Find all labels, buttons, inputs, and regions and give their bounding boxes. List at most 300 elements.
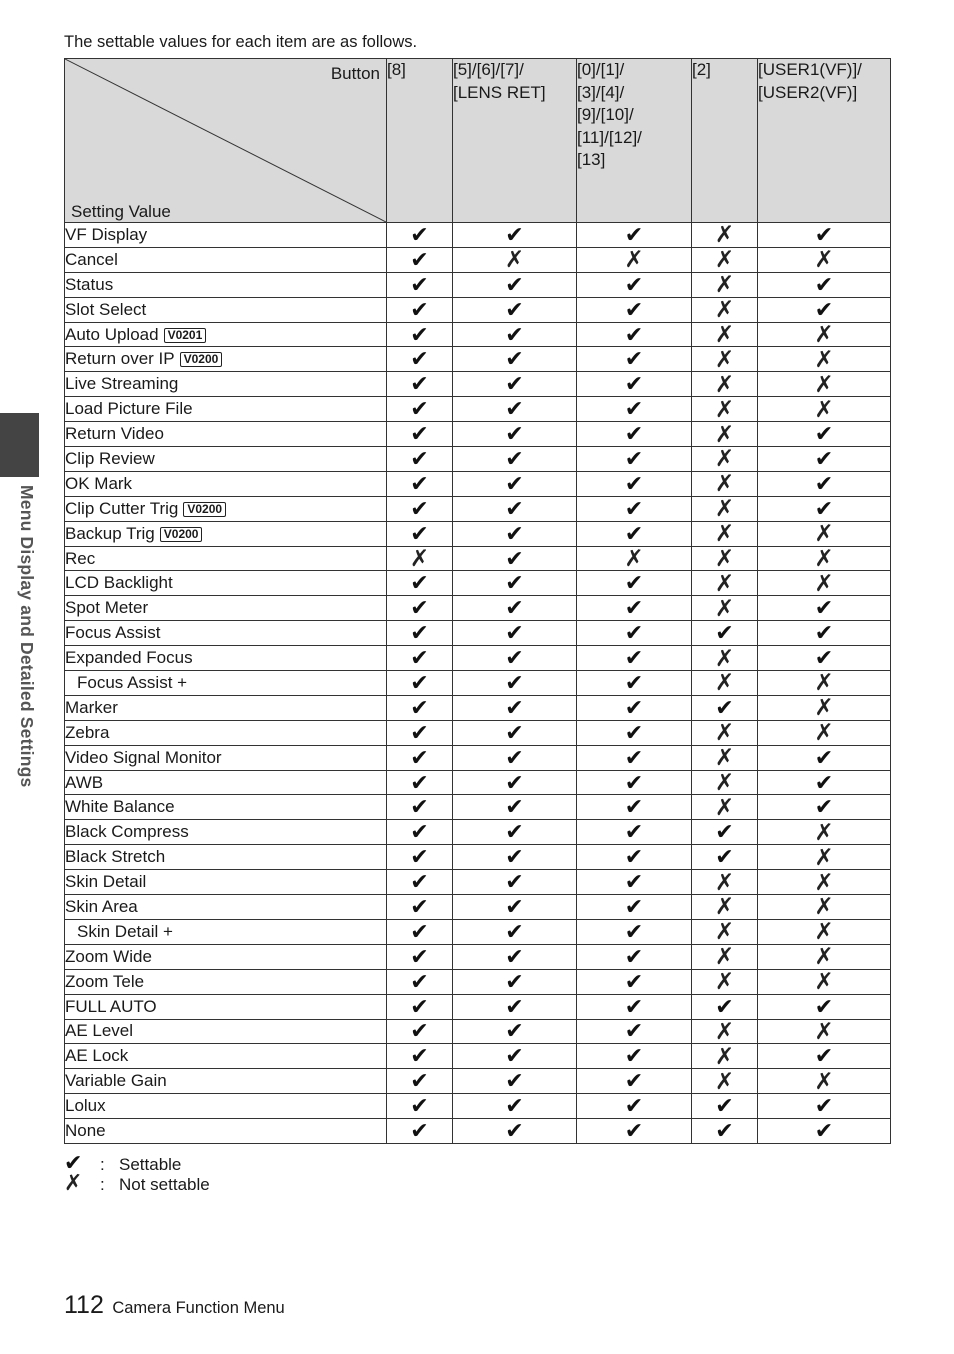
check-icon: ✔ — [624, 1068, 644, 1094]
check-icon: ✔ — [505, 271, 524, 297]
check-icon: ✔ — [410, 993, 429, 1019]
setting-name: Live Streaming — [65, 374, 179, 394]
setting-name-cell — [65, 297, 387, 322]
check-icon: ✔ — [505, 645, 524, 671]
check-icon: ✔ — [505, 321, 524, 347]
setting-value-cell — [692, 770, 758, 795]
check-icon: ✔ — [505, 221, 524, 247]
cross-icon: ✗ — [714, 370, 735, 397]
check-icon: ✔ — [814, 445, 834, 471]
setting-value-cell — [387, 944, 453, 969]
check-icon: ✔ — [624, 993, 644, 1019]
check-icon: ✔ — [715, 1118, 734, 1143]
table-row — [65, 546, 891, 571]
setting-value-cell — [692, 347, 758, 372]
check-icon: ✔ — [624, 520, 644, 546]
legend-settable-label: Settable — [119, 1155, 182, 1174]
check-icon: ✔ — [410, 769, 429, 795]
setting-name-cell — [65, 745, 387, 770]
table-row — [65, 969, 891, 994]
setting-value-cell — [453, 720, 577, 745]
setting-name: AE Level — [65, 1021, 134, 1041]
setting-name: FULL AUTO — [65, 996, 157, 1016]
check-icon: ✔ — [624, 918, 644, 944]
check-icon: ✔ — [624, 421, 644, 447]
table-row — [65, 845, 891, 870]
setting-value-cell — [577, 223, 692, 248]
check-icon: ✔ — [410, 221, 429, 247]
setting-value-cell — [692, 745, 758, 770]
check-icon: ✔ — [505, 769, 524, 795]
setting-value-cell — [453, 297, 577, 322]
page-footer — [64, 1291, 285, 1320]
cross-icon: ✗ — [814, 719, 834, 746]
check-icon: ✔ — [505, 719, 524, 745]
setting-value-cell — [692, 546, 758, 571]
table-row — [65, 1119, 891, 1144]
cross-icon: ✗ — [714, 345, 735, 372]
legend-not-settable: ✗ : Not settable — [64, 1170, 210, 1195]
check-icon: ✔ — [410, 819, 429, 845]
cross-icon: ✗ — [714, 569, 735, 596]
check-icon: ✔ — [505, 1043, 524, 1069]
setting-value-cell — [758, 646, 891, 671]
setting-value-cell — [387, 969, 453, 994]
check-icon: ✔ — [505, 694, 524, 720]
check-icon: ✔ — [715, 844, 734, 870]
check-icon: ✔ — [410, 794, 429, 820]
check-icon: ✔ — [410, 893, 429, 919]
check-icon: ✔ — [410, 694, 429, 720]
setting-value-cell — [692, 845, 758, 870]
setting-value-cell — [758, 720, 891, 745]
setting-value-cell — [758, 870, 891, 895]
check-icon: ✔ — [505, 1018, 524, 1044]
setting-value-cell — [387, 671, 453, 696]
setting-value-cell — [758, 845, 891, 870]
setting-name-cell — [65, 671, 387, 696]
version-badge: V0200 — [183, 502, 226, 517]
check-icon: ✔ — [505, 396, 524, 422]
version-badge: V0201 — [164, 328, 207, 343]
setting-value-cell — [577, 347, 692, 372]
check-icon: ✔ — [505, 669, 524, 695]
setting-value-cell — [692, 720, 758, 745]
setting-value-cell — [453, 646, 577, 671]
setting-value-cell — [387, 795, 453, 820]
setting-name-cell — [65, 546, 387, 571]
setting-value-cell — [692, 820, 758, 845]
check-icon: ✔ — [715, 1093, 734, 1119]
setting-value-cell — [387, 422, 453, 447]
setting-value-cell — [758, 372, 891, 397]
cross-icon: ✗ — [814, 694, 834, 721]
setting-value-cell — [577, 820, 692, 845]
setting-value-cell — [758, 969, 891, 994]
column-header — [758, 59, 891, 223]
check-icon: ✔ — [410, 943, 429, 969]
setting-name: Return Video — [65, 424, 164, 444]
setting-value-cell — [453, 272, 577, 297]
setting-value-cell — [758, 695, 891, 720]
setting-value-cell — [387, 521, 453, 546]
setting-name-cell — [65, 1094, 387, 1119]
corner-label-button: Button — [330, 64, 380, 83]
check-icon: ✔ — [505, 346, 524, 372]
setting-name: Lolux — [65, 1096, 106, 1116]
cross-icon: ✗ — [714, 495, 735, 522]
setting-name-cell — [65, 919, 387, 944]
check-icon: ✔ — [624, 869, 644, 895]
setting-value-cell — [758, 447, 891, 472]
setting-value-cell — [577, 496, 692, 521]
setting-value-cell — [387, 845, 453, 870]
setting-value-cell — [758, 1019, 891, 1044]
setting-value-cell — [577, 571, 692, 596]
setting-value-cell — [387, 223, 453, 248]
version-badge: V0200 — [160, 527, 203, 542]
column-header — [387, 59, 453, 223]
setting-value-cell — [577, 247, 692, 272]
check-icon: ✔ — [410, 321, 429, 347]
check-icon: ✔ — [814, 1118, 834, 1143]
setting-value-cell — [577, 297, 692, 322]
check-icon: ✔ — [410, 445, 429, 471]
setting-name: Zoom Tele — [65, 971, 145, 991]
setting-value-cell — [387, 372, 453, 397]
cross-icon: ✗ — [714, 221, 735, 248]
table-row — [65, 571, 891, 596]
check-icon: ✔ — [624, 844, 644, 870]
cross-icon: ✗ — [714, 395, 735, 422]
check-icon: ✔ — [814, 645, 834, 671]
setting-value-cell — [758, 496, 891, 521]
setting-value-cell — [453, 745, 577, 770]
setting-value-cell — [387, 347, 453, 372]
cross-icon: ✗ — [714, 719, 735, 746]
setting-value-cell — [453, 347, 577, 372]
setting-value-cell — [692, 247, 758, 272]
check-icon: ✔ — [505, 869, 524, 895]
cross-icon: ✗ — [814, 1067, 834, 1094]
column-header-label: [USER1(VF)]/ [USER2(VF)] — [758, 60, 862, 102]
setting-value-cell — [577, 272, 692, 297]
setting-value-cell — [758, 895, 891, 920]
setting-value-cell — [692, 1044, 758, 1069]
setting-value-cell — [692, 496, 758, 521]
table-row — [65, 745, 891, 770]
setting-value-cell — [758, 994, 891, 1019]
corner-header-cell — [65, 59, 387, 223]
check-icon: ✔ — [624, 669, 644, 695]
table-row — [65, 422, 891, 447]
check-icon: ✔ — [814, 1043, 834, 1069]
check-icon: ✔ — [624, 645, 644, 671]
cross-icon: ✗ — [714, 769, 735, 796]
cross-icon: ✗ — [714, 968, 735, 995]
check-icon: ✔ — [814, 495, 834, 521]
setting-value-cell — [577, 521, 692, 546]
setting-value-cell — [453, 247, 577, 272]
check-icon: ✔ — [814, 221, 834, 247]
setting-value-cell — [577, 695, 692, 720]
check-icon: ✔ — [410, 470, 429, 496]
cross-icon: ✗ — [814, 843, 834, 870]
setting-name-cell — [65, 695, 387, 720]
version-badge: V0200 — [180, 352, 223, 367]
check-icon: ✔ — [410, 669, 429, 695]
setting-value-cell — [577, 870, 692, 895]
check-icon: ✔ — [624, 719, 644, 745]
setting-value-cell — [387, 646, 453, 671]
check-icon: ✔ — [624, 495, 644, 521]
setting-value-cell — [387, 994, 453, 1019]
setting-name-cell — [65, 944, 387, 969]
setting-name-cell — [65, 820, 387, 845]
setting-value-cell — [453, 994, 577, 1019]
header-row — [65, 59, 891, 223]
check-icon: ✔ — [505, 1118, 524, 1143]
setting-value-cell — [387, 272, 453, 297]
setting-value-cell — [758, 297, 891, 322]
table-row — [65, 621, 891, 646]
cross-icon: ✗ — [814, 370, 834, 397]
check-icon: ✔ — [410, 1068, 429, 1094]
table-row — [65, 870, 891, 895]
check-icon: ✔ — [410, 520, 429, 546]
check-icon: ✔ — [505, 893, 524, 919]
check-icon: ✔ — [410, 271, 429, 297]
check-icon: ✔ — [624, 595, 644, 621]
setting-value-cell — [758, 1094, 891, 1119]
setting-value-cell — [577, 471, 692, 496]
intro-text: The settable values for each item are as follows. — [64, 33, 418, 51]
side-section-label: Menu Display and Detailed Settings — [17, 485, 37, 788]
check-icon: ✔ — [410, 1018, 429, 1044]
cross-icon: ✗ — [814, 943, 834, 970]
table-row — [65, 1019, 891, 1044]
setting-name-cell — [65, 521, 387, 546]
setting-value-cell — [692, 471, 758, 496]
setting-value-cell — [758, 347, 891, 372]
check-icon: ✔ — [814, 744, 834, 770]
table-row — [65, 322, 891, 347]
setting-name: Variable Gain — [65, 1071, 167, 1091]
setting-value-cell — [577, 671, 692, 696]
check-icon: ✔ — [624, 221, 644, 247]
section-title: Camera Function Menu — [112, 1299, 285, 1317]
check-icon: ✔ — [624, 445, 644, 471]
setting-value-cell — [577, 919, 692, 944]
setting-name: Slot Select — [65, 299, 147, 319]
check-icon: ✔ — [814, 421, 834, 447]
check-icon: ✔ — [624, 769, 644, 795]
setting-name: White Balance — [65, 797, 175, 817]
setting-value-cell — [387, 770, 453, 795]
check-icon: ✔ — [410, 570, 429, 596]
setting-value-cell — [692, 596, 758, 621]
setting-value-cell — [692, 1094, 758, 1119]
setting-value-cell — [577, 969, 692, 994]
setting-value-cell — [758, 422, 891, 447]
cross-icon: ✗ — [714, 1042, 735, 1069]
setting-value-cell — [758, 1069, 891, 1094]
check-icon: ✔ — [814, 620, 834, 646]
setting-name: Auto Upload — [65, 324, 159, 344]
setting-value-cell — [453, 621, 577, 646]
check-icon: ✔ — [410, 346, 429, 372]
setting-name-cell — [65, 322, 387, 347]
setting-value-cell — [692, 944, 758, 969]
setting-value-cell — [692, 272, 758, 297]
setting-name-cell — [65, 1119, 387, 1144]
setting-value-cell — [758, 1044, 891, 1069]
table-row — [65, 720, 891, 745]
column-header — [453, 59, 577, 223]
setting-name-cell — [65, 621, 387, 646]
table-row — [65, 695, 891, 720]
check-icon: ✔ — [410, 968, 429, 994]
table-row — [65, 820, 891, 845]
table-row — [65, 471, 891, 496]
check-icon: ✔ — [505, 445, 524, 471]
table-row — [65, 919, 891, 944]
setting-value-cell — [387, 596, 453, 621]
check-icon: ✔ — [505, 744, 524, 770]
table-row — [65, 895, 891, 920]
check-icon: ✔ — [814, 595, 834, 621]
setting-value-cell — [387, 1044, 453, 1069]
column-header — [692, 59, 758, 223]
check-icon: ✔ — [410, 396, 429, 422]
setting-value-cell — [453, 397, 577, 422]
cross-icon: ✗ — [624, 545, 644, 572]
setting-name-cell — [65, 1044, 387, 1069]
setting-value-cell — [453, 447, 577, 472]
setting-value-cell — [577, 1019, 692, 1044]
cross-icon: ✗ — [714, 669, 735, 696]
setting-value-cell — [758, 223, 891, 248]
setting-value-cell — [387, 297, 453, 322]
setting-value-cell — [387, 621, 453, 646]
setting-value-cell — [692, 919, 758, 944]
setting-value-cell — [387, 1094, 453, 1119]
setting-value-cell — [387, 247, 453, 272]
setting-name-cell — [65, 422, 387, 447]
cross-icon: ✗ — [714, 644, 735, 671]
cross-icon: ✗ — [714, 321, 735, 347]
setting-value-cell — [387, 745, 453, 770]
setting-value-cell — [692, 447, 758, 472]
setting-name-cell — [65, 646, 387, 671]
setting-value-cell — [387, 322, 453, 347]
column-header-label: [8] — [387, 60, 406, 79]
table-row — [65, 521, 891, 546]
cross-icon: ✗ — [814, 246, 834, 273]
setting-name-cell — [65, 571, 387, 596]
settings-table — [64, 58, 891, 1144]
setting-name: Rec — [65, 548, 96, 568]
cross-icon: ✗ — [714, 1067, 735, 1094]
cross-icon: ✗ — [714, 943, 735, 970]
setting-value-cell — [692, 1019, 758, 1044]
setting-value-cell — [758, 1119, 891, 1144]
setting-name: Spot Meter — [65, 598, 149, 618]
table-body — [65, 223, 891, 1144]
setting-value-cell — [692, 223, 758, 248]
check-icon: ✔ — [410, 1093, 429, 1119]
setting-value-cell — [758, 919, 891, 944]
legend-settable: ✔ : Settable — [64, 1150, 182, 1175]
check-icon: ✔ — [814, 271, 834, 297]
setting-name-cell — [65, 372, 387, 397]
table-row — [65, 272, 891, 297]
setting-name: Black Compress — [65, 822, 189, 842]
setting-value-cell — [453, 223, 577, 248]
setting-value-cell — [453, 671, 577, 696]
check-icon: ✔ — [624, 371, 644, 397]
setting-value-cell — [453, 1069, 577, 1094]
setting-value-cell — [758, 621, 891, 646]
setting-name-cell — [65, 1019, 387, 1044]
setting-value-cell — [758, 322, 891, 347]
setting-value-cell — [577, 621, 692, 646]
setting-name-cell — [65, 720, 387, 745]
setting-value-cell — [692, 969, 758, 994]
setting-value-cell — [758, 671, 891, 696]
setting-value-cell — [692, 297, 758, 322]
table-row — [65, 1044, 891, 1069]
setting-name: Clip Cutter Trig — [65, 498, 179, 518]
check-icon: ✔ — [505, 968, 524, 994]
setting-value-cell — [758, 571, 891, 596]
setting-value-cell — [577, 372, 692, 397]
setting-value-cell — [453, 571, 577, 596]
setting-name: Zebra — [65, 722, 110, 742]
check-icon: ✔ — [410, 246, 429, 272]
table-row — [65, 347, 891, 372]
check-icon: ✔ — [624, 570, 644, 596]
setting-value-cell — [453, 944, 577, 969]
setting-value-cell — [453, 471, 577, 496]
setting-name: VF Display — [65, 224, 148, 244]
check-icon: ✔ — [505, 1068, 524, 1094]
cross-icon: ✗ — [714, 918, 735, 945]
setting-value-cell — [387, 1019, 453, 1044]
setting-name-cell — [65, 770, 387, 795]
setting-value-cell — [758, 272, 891, 297]
page-number: 112 — [64, 1291, 104, 1319]
check-icon: ✔ — [814, 1093, 834, 1119]
cross-icon: ✗ — [814, 818, 834, 845]
setting-value-cell — [453, 422, 577, 447]
cross-icon: ✗ — [714, 594, 735, 621]
setting-value-cell — [453, 919, 577, 944]
setting-value-cell — [453, 596, 577, 621]
setting-value-cell — [577, 422, 692, 447]
setting-value-cell — [387, 471, 453, 496]
check-icon: ✔ — [624, 819, 644, 845]
check-icon: ✔ — [624, 893, 644, 919]
check-icon: ✔ — [624, 943, 644, 969]
setting-name-cell — [65, 247, 387, 272]
column-header — [577, 59, 692, 223]
check-icon: ✔ — [814, 794, 834, 820]
setting-value-cell — [577, 720, 692, 745]
table-row — [65, 795, 891, 820]
check-icon: ✔ — [715, 819, 734, 845]
cross-icon: ✗ — [814, 345, 834, 372]
